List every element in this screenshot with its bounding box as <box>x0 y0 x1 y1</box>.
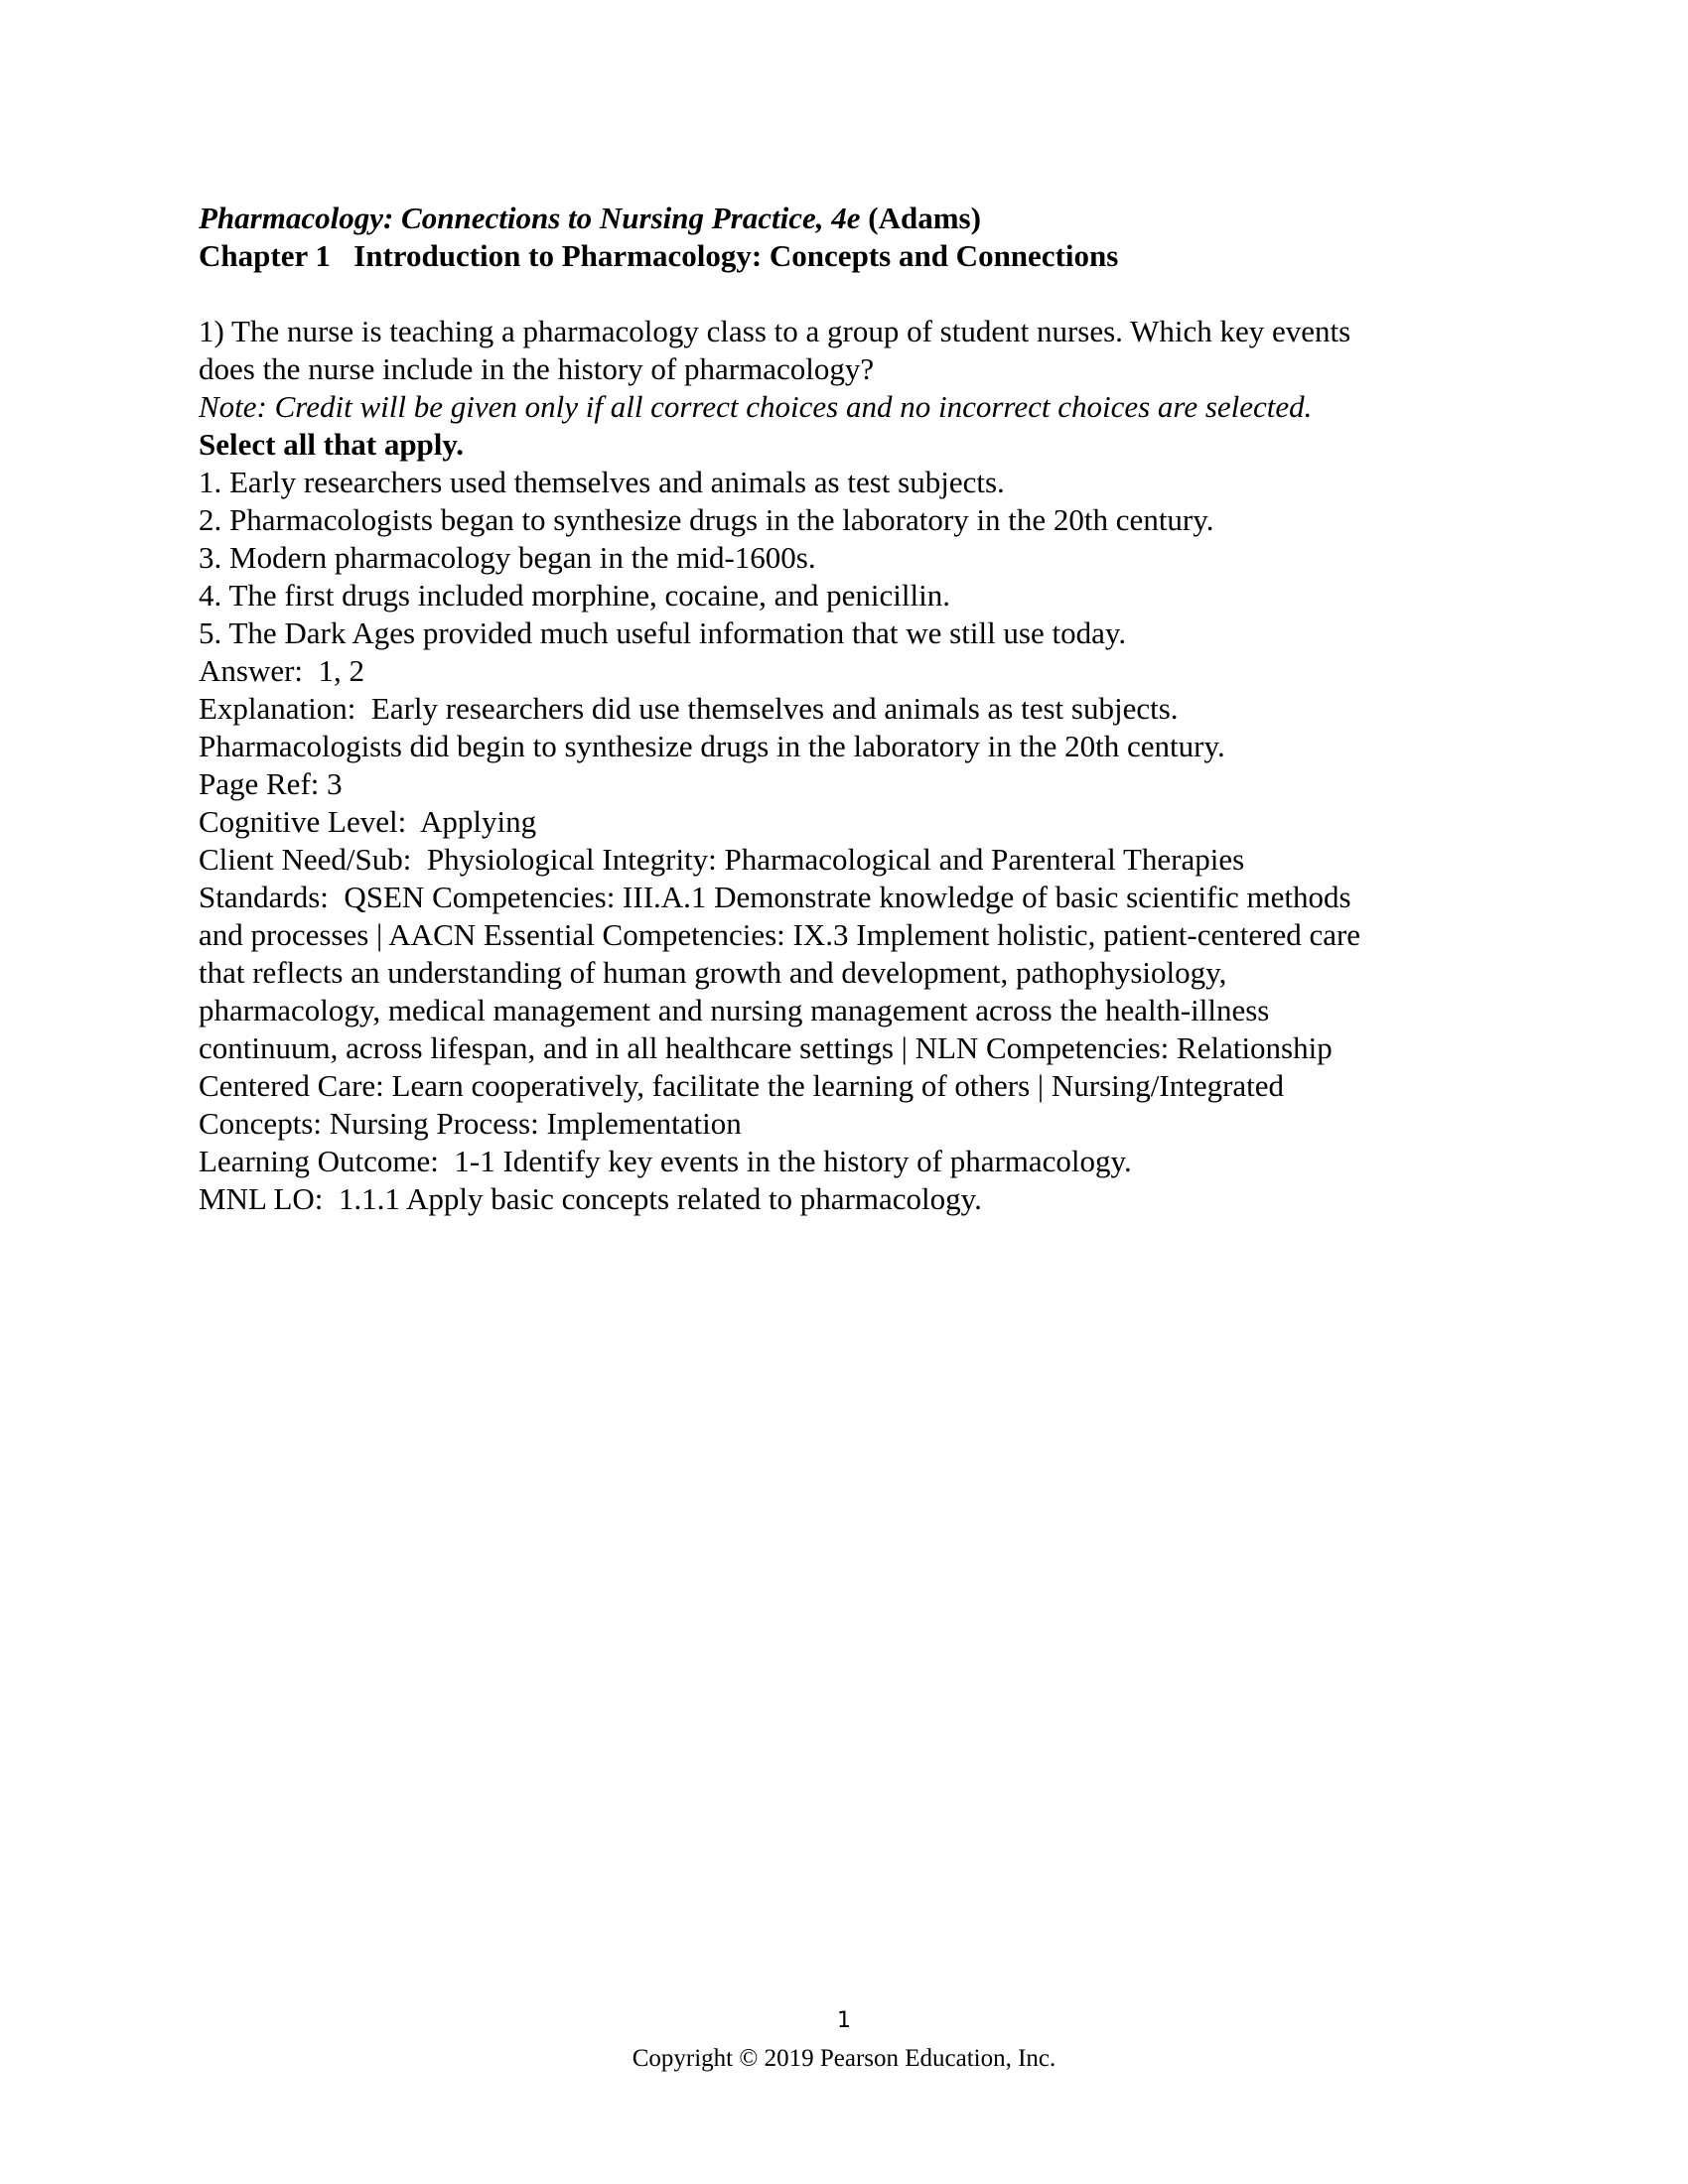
cognitive-level: Cognitive Level: Applying <box>199 804 537 839</box>
chapter-title: Chapter 1 Introduction to Pharmacology: Concepts and Connections <box>199 238 1119 273</box>
page-content <box>199 200 1489 1218</box>
question-note: Note: Credit will be given only if all correct choices and no incorrect choices are selected. <box>199 389 1313 424</box>
book-author: (Adams) <box>860 201 981 235</box>
copyright-notice: Copyright © 2019 Pearson Education, Inc. <box>632 2045 1056 2072</box>
standards-line-3: that reflects an understanding of human growth and development, pathophysiology, <box>199 955 1227 990</box>
standards-line-2: and processes | AACN Essential Competencies: IX.3 Implement holistic, patient-centered care <box>199 917 1361 952</box>
question-stem-line-1: 1) The nurse is teaching a pharmacology class to a group of student nurses. Which key events <box>199 314 1351 348</box>
option-1: 1. Early researchers used themselves and animals as test subjects. <box>199 465 1005 499</box>
option-4: 4. The first drugs included morphine, cocaine, and penicillin. <box>199 578 951 613</box>
standards-line-5: continuum, across lifespan, and in all healthcare settings | NLN Competencies: Relationship <box>199 1030 1333 1065</box>
answer: Answer: 1, 2 <box>199 653 365 688</box>
standards-line-4: pharmacology, medical management and nursing management across the health-illness <box>199 993 1270 1027</box>
option-2: 2. Pharmacologists began to synthesize drugs in the laboratory in the 20th century. <box>199 502 1214 537</box>
spacer <box>199 275 1489 313</box>
learning-outcome: Learning Outcome: 1-1 Identify key events in the history of pharmacology. <box>199 1144 1132 1178</box>
page-number: 1 <box>837 2008 851 2033</box>
mnl-lo: MNL LO: 1.1.1 Apply basic concepts related to pharmacology. <box>199 1181 982 1216</box>
book-title: Pharmacology: Connections to Nursing Practice, 4e <box>199 201 861 235</box>
question-stem-line-2: does the nurse include in the history of pharmacology? <box>199 351 875 386</box>
page-ref: Page Ref: 3 <box>199 766 343 801</box>
standards-line-6: Centered Care: Learn cooperatively, facilitate the learning of others | Nursing/Integrated <box>199 1068 1285 1103</box>
option-5: 5. The Dark Ages provided much useful information that we still use today. <box>199 615 1127 650</box>
question-instruction: Select all that apply. <box>199 427 464 462</box>
explanation-line-2: Pharmacologists did begin to synthesize drugs in the laboratory in the 20th century. <box>199 729 1225 763</box>
option-3: 3. Modern pharmacology began in the mid-1600s. <box>199 540 816 575</box>
client-need: Client Need/Sub: Physiological Integrity: Pharmacological and Parenteral Therapies <box>199 842 1245 877</box>
explanation-line-1: Explanation: Early researchers did use themselves and animals as test subjects. <box>199 691 1179 726</box>
standards-line-7: Concepts: Nursing Process: Implementation <box>199 1106 742 1141</box>
book-title-line <box>199 200 1489 237</box>
standards-line-1: Standards: QSEN Competencies: III.A.1 Demonstrate knowledge of basic scientific methods <box>199 880 1351 914</box>
